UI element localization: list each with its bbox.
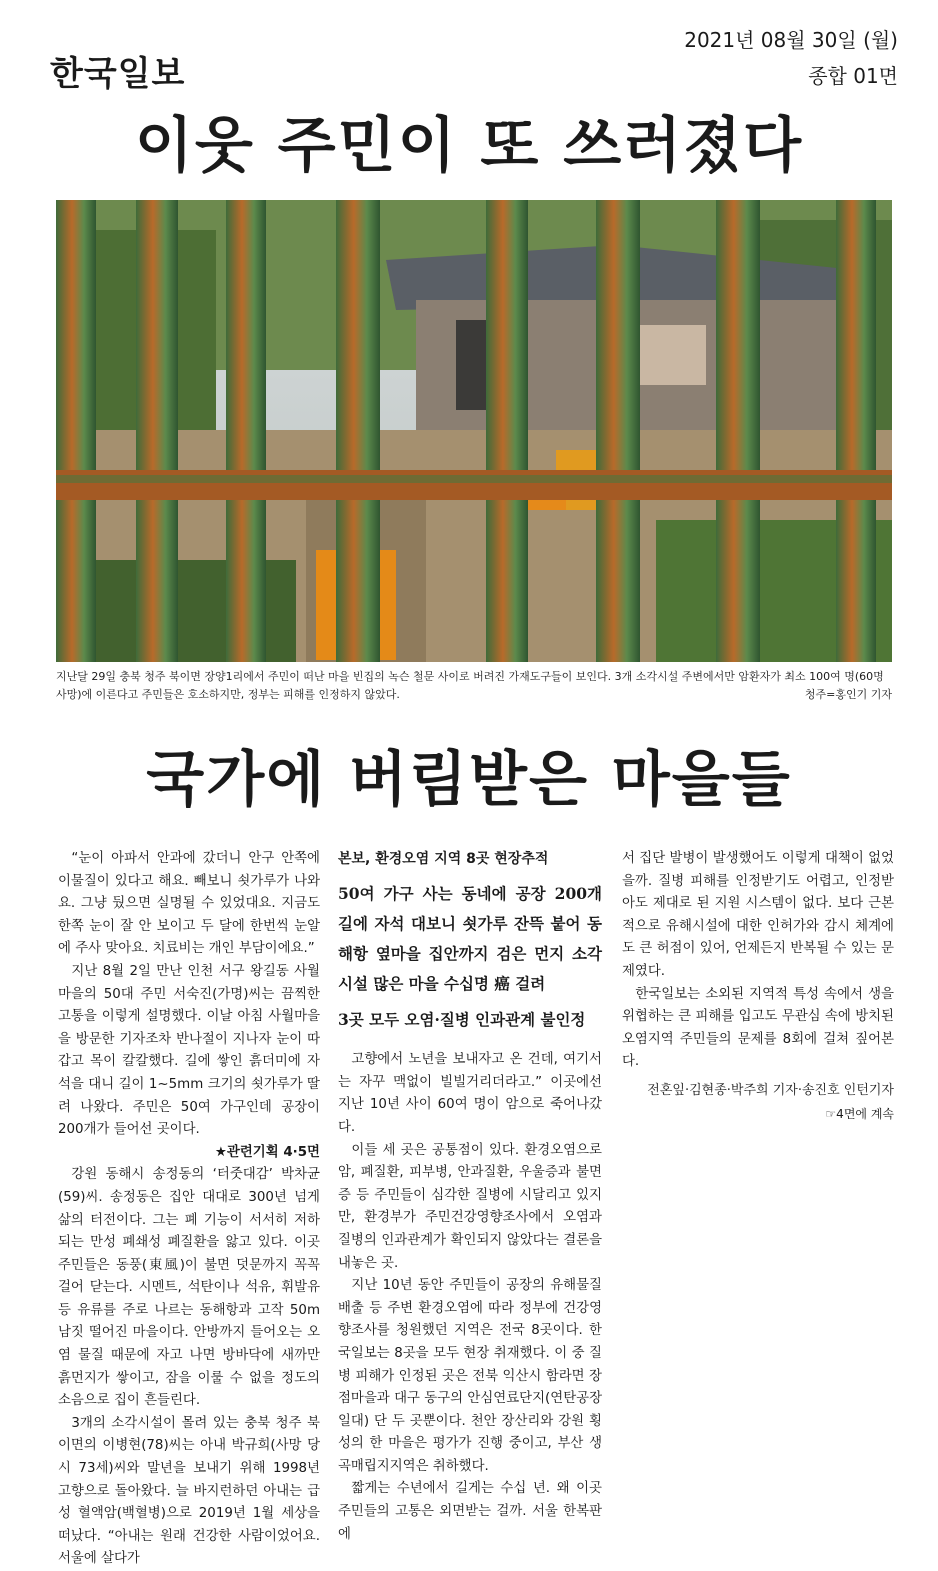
rusty-gate-photo (56, 200, 892, 662)
article-column-1 (58, 848, 320, 1571)
body-paragraph: 고향에서 노년을 보내자고 온 건데, 여기서는 자꾸 맥없이 빌빌거리더라고.” 이곳에선 지난 10년 사이 60여 명이 암으로 죽어나갔다. (338, 1052, 602, 1135)
body-paragraph: 한국일보는 소외된 지역적 특성 속에서 생을 위협하는 큰 피해를 입고도 무관심 속에 방치된 오염지역 주민들의 문제를 8회에 걸쳐 짚어본다. (622, 986, 894, 1070)
main-headline: 이웃 주민이 또 쓰러졌다 (134, 111, 804, 181)
related-articles-note: ★관련기획 4·5면 (214, 1144, 320, 1160)
author-byline: 전혼잎·김현종·박주희 기자·송진호 인턴기자 (647, 1082, 894, 1098)
body-paragraph: 짧게는 수년에서 길게는 수십 년. 왜 이곳 주민들의 고통은 외면받는 걸까. 서울 한복판에 (338, 1481, 602, 1542)
body-paragraph: 강원 동해시 송정동의 ‘터줏대감’ 박차균(59)씨. 송정동은 집안 대대로 300년 넘게 삶의 터전이다. 그는 폐 기능이 서서히 저하되는 만성 폐쇄성 폐질환을 앓고 있다. 이곳 주민들은 동풍(東風)이 불면 덧문까지 꼭꼭 걸어 닫는다. 시멘트, 석탄이나 석유, 휘발유 등 유류를 주로 나르는 동해항과 고작 50m 남짓 떨어진 마을이다. 안방까지 들어오는 오염 물질 때문에 자고 나면 방바닥에 새까만 흙먼지가 쌓이고, 잠을 이룰 수 없을 정도의 소음으로 집이 흔들린다. (58, 1167, 320, 1409)
photo-credit: 청주=홍인기 기자 (804, 688, 892, 701)
newspaper-masthead: 한국일보 (50, 54, 186, 94)
article-column-2 (338, 848, 602, 1546)
series-kicker: 본보, 환경오염 지역 8곳 현장추적 (338, 851, 549, 867)
issue-date: 2021년 08월 30일 (월) (684, 28, 898, 52)
caption-text: 지난달 29일 충북 청주 북이면 장양1리에서 주민이 떠난 마을 빈집의 녹슨 철문 사이로 버려진 가재도구들이 보인다. 3개 소각시설 주변에서만 암환자가 최소 100여 명(60명 사망)에 이른다고 주민들은 호소하지만, 정부는 피해를 인정하지 않았다. (56, 670, 884, 701)
page-section: 종합 01면 (808, 64, 898, 88)
summary-deck: 50여 가구 사는 동네에 공장 200개 길에 자석 대보니 쇳가루 잔뜩 붙어 동해항 옆마을 집안까지 검은 먼지 소각시설 많은 마을 수십명 癌 걸려 (338, 883, 602, 993)
summary-deck-2: 3곳 모두 오염·질병 인과관계 불인정 (338, 1009, 586, 1029)
body-paragraph: 지난 8월 2일 만난 인천 서구 왕길동 사월마을의 50대 주민 서숙진(가명)씨는 끔찍한 고통을 이렇게 설명했다. 이날 아침 사월마을을 방문한 기자조차 반나절이 지나자 눈이 따갑고 목이 칼칼했다. 길에 쌓인 흙더미에 자석을 대니 길이 1~5mm 크기의 쇳가루가 딸려 나왔다. 주민은 50여 가구인데 공장이 200개가 들어선 곳이다. (58, 963, 320, 1138)
continued-on-page-link[interactable]: ☞4면에 계속 (825, 1106, 894, 1121)
body-paragraph: 서 집단 발병이 발생했어도 이렇게 대책이 없었을까. 질병 피해를 인정받기도 어렵고, 인정받아도 제대로 된 지원 시스템이 없다. 보다 근본적으로 유해시설에 대한 인허가와 감시 체계에도 큰 허점이 있어, 언제든지 반복될 수 있는 문제였다. (622, 851, 894, 979)
photo-illustration (56, 200, 892, 662)
photo-caption (56, 668, 892, 704)
body-paragraph: “눈이 아파서 안과에 갔더니 안구 안쪽에 이물질이 있다고 해요. 빼보니 쇳가루가 나와요. 그냥 뒀으면 실명될 수 있었대요. 지금도 한쪽 눈이 잘 안 보이고 두 달에 한번씩 눈알에 주사 맞아요. 치료비는 개인 부담이에요.” (58, 851, 320, 957)
body-paragraph: 지난 10년 동안 주민들이 공장의 유해물질 배출 등 주변 환경오염에 따라 정부에 건강영향조사를 청원했던 지역은 전국 8곳이다. 한국일보는 8곳을 모두 현장 취재했다. 이 중 질병 피해가 인정된 곳은 전북 익산시 함라면 장점마을과 대구 동구의 안심연료단지(연탄공장 일대) 단 두 곳뿐이다. 천안 장산리와 강원 횡성의 한 마을은 평가가 진행 중이고, 부산 생곡매립지지역은 취하했다. (338, 1278, 602, 1474)
article-column-3 (622, 848, 894, 1125)
body-paragraph: 이들 세 곳은 공통점이 있다. 환경오염으로 암, 폐질환, 피부병, 안과질환, 우울증과 불면증 등 주민들이 심각한 질병에 시달리고 있지만, 환경부가 주민건강영향조사에서 오염과 질병의 인과관계가 확인되지 않았다는 결론을 내놓은 곳. (338, 1142, 602, 1271)
sub-headline: 국가에 버림받은 마을들 (146, 745, 792, 815)
body-paragraph: 3개의 소각시설이 몰려 있는 충북 청주 북이면의 이병현(78)씨는 아내 박규희(사망 당시 73세)씨와 말년을 보내기 위해 1998년 고향으로 돌아왔다. 늘 바지런하던 아내는 급성 혈액암(백혈병)으로 2019년 1월 세상을 떠났다. “아내는 원래 건강한 사람이었어요. 서울에 살다가 (58, 1415, 320, 1567)
